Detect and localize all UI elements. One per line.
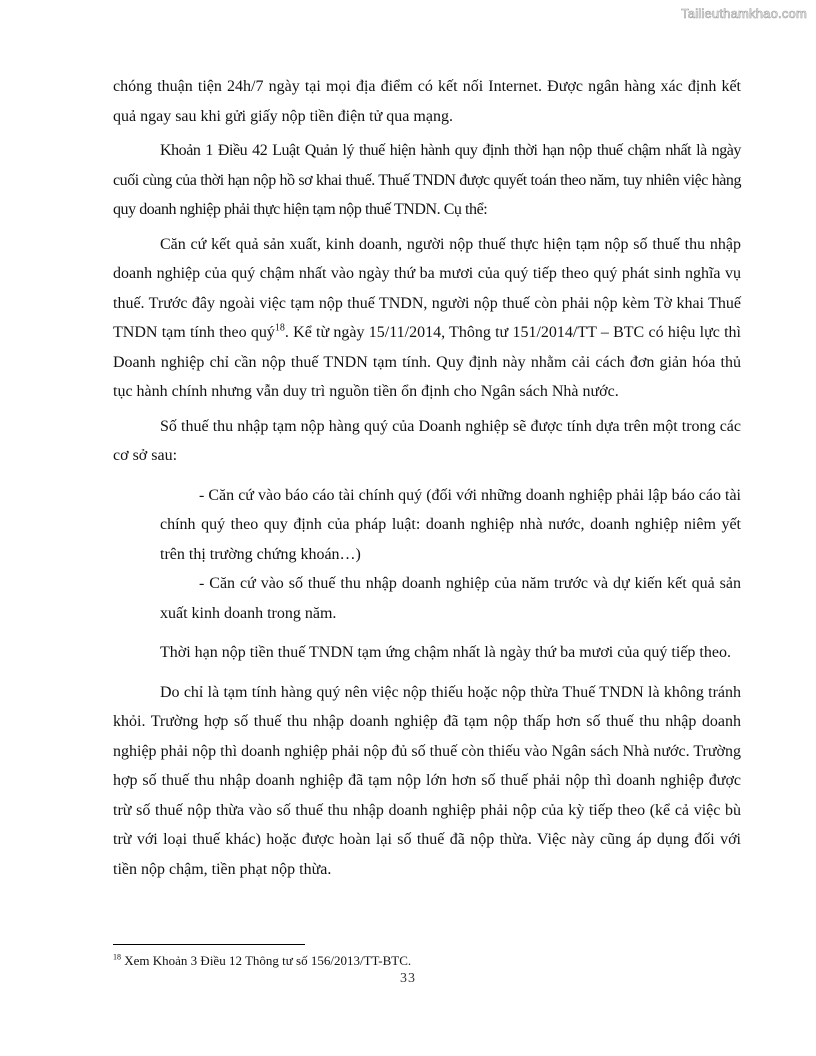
paragraph-2: Khoản 1 Điều 42 Luật Quản lý thuế hiện hành quy định thời hạn nộp thuế chậm nhất là ngày cuối cùng của thời hạn nộp hồ sơ khai thuế. Thuế TNDN được quyết toán theo năm, tuy nhiên việc hàng quy doanh nghiệp phải thực hiện tạm nộp thuế TNDN. Cụ thể: [113,142,741,218]
bullet-item-2: - Căn cứ vào số thuế thu nhập doanh nghiệp của năm trước và dự kiến kết quả sản xuất kinh doanh trong năm. [160,575,741,622]
footnote-ref[interactable]: 18 [274,322,285,334]
paragraph-5: Thời hạn nộp tiền thuế TNDN tạm ứng chậm nhất là ngày thứ ba mươi của quý tiếp theo. [160,644,731,661]
footnote-text: Xem Khoản 3 Điều 12 Thông tư số 156/2013/TT-BTC. [121,953,412,968]
paragraph-4: Số thuế thu nhập tạm nộp hàng quý của Doanh nghiệp sẽ được tính dựa trên một trong các cơ sở sau: [113,417,741,464]
page-number: 33 [400,971,416,986]
footnote-number: 18 [113,952,121,962]
paragraph-1: chóng thuận tiện 24h/7 ngày tại mọi địa điểm có kết nối Internet. Được ngân hàng xác định kết quả ngay sau khi gửi giấy nộp tiền điện tử qua mạng. [113,78,741,125]
bullet-item-1: - Căn cứ vào báo cáo tài chính quý (đối với những doanh nghiệp phải lập báo cáo tài chính quý theo quy định của pháp luật: doanh nghiệp nhà nước, doanh nghiệp niêm yết trên thị trường chứng khoán…) [160,486,741,563]
paragraph-6: Do chỉ là tạm tính hàng quý nên việc nộp thiếu hoặc nộp thừa Thuế TNDN là không tránh khỏi. Trường hợp số thuế thu nhập doanh nghiệp đã tạm nộp thấp hơn số thuế thu nhập doanh nghiệp phải nộp thì doanh nghiệp phải nộp đủ số thuế còn thiếu vào Ngân sách Nhà nước. Trường hợp số thuế thu nhập doanh nghiệp đã tạm nộp lớn hơn số thuế phải nộp thì doanh nghiệp được trừ số thuế nộp thừa vào số thuế thu nhập doanh nghiệp phải nộp của kỳ tiếp theo (kể cả việc bù trừ với loại thuế khác) hoặc được hoàn lại số thuế đã nộp thừa. Việc này cũng áp dụng đối với tiền nộp chậm, tiền phạt nộp thừa. [113,683,741,878]
paragraph-3-text: Căn cứ kết quả sản xuất, kinh doanh, người nộp thuế thực hiện tạm nộp số thuế thu nhập doanh nghiệp của quý chậm nhất vào ngày thứ ba mươi của quý tiếp theo quý phát sinh nghĩa vụ thuế. Trước đây ngoài việc tạm nộp thuế TNDN, người nộp thuế còn phải nộp kèm Tờ khai Thuế TNDN tạm tính theo quý [113,235,741,341]
paragraph-3-continued: . Kể từ ngày 15/11/2014, Thông tư 151/2014/TT – BTC có hiệu lực thì Doanh nghiệp chỉ cần nộp thuế TNDN tạm tính. Quy định này nhằm cải cách đơn giản hóa thủ tục hành chính nhưng vẫn duy trì nguồn tiền ổn định cho Ngân sách Nhà nước. [113,324,741,400]
paragraph-3 [113,230,741,407]
document-body [113,72,741,884]
watermark: Tailieuthamkhao.com [681,6,807,21]
footnote-divider [113,944,305,945]
footnote [113,953,411,968]
